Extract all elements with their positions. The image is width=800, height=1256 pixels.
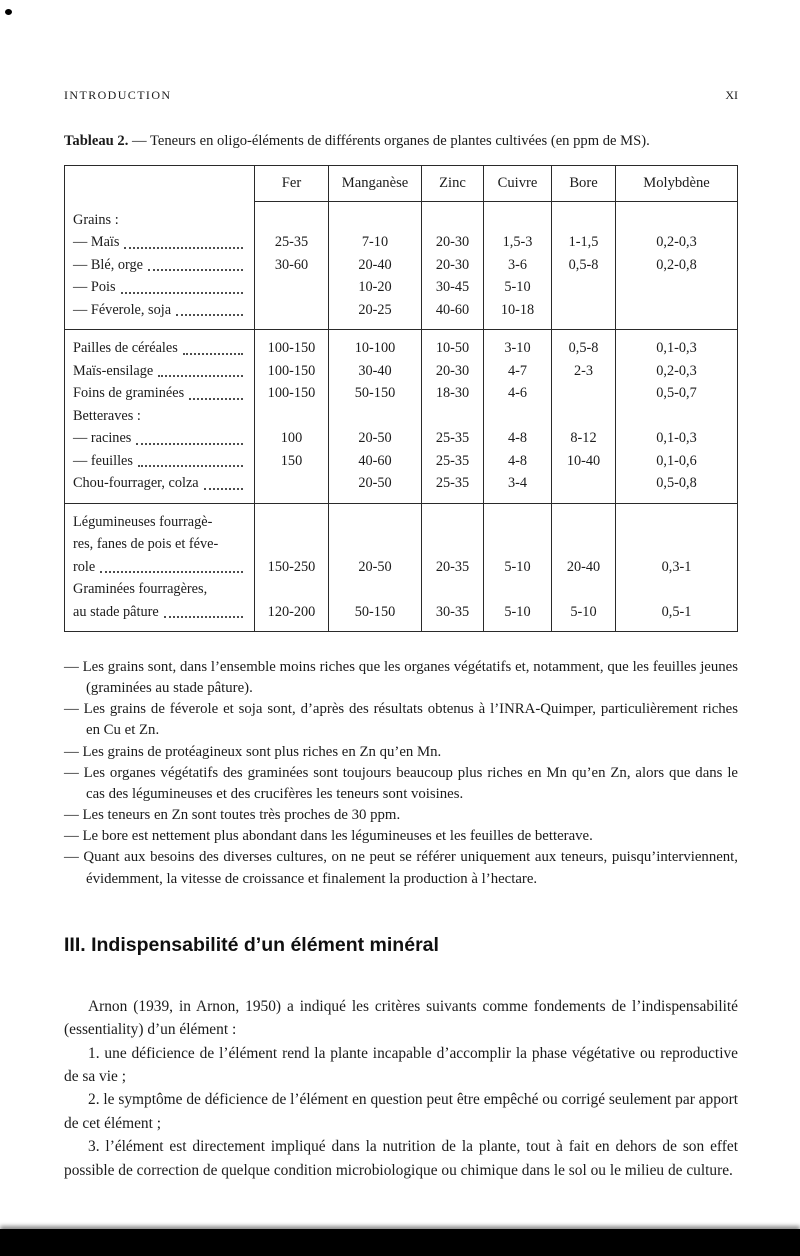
value-cell: 20-30 [422,360,484,383]
notes-list [64,657,738,890]
value-cell: 5-10 [552,578,616,632]
value-cell: 0,1-0,3 [616,427,738,450]
row-label-text: Betteraves : [73,407,141,424]
value-cell: 20-50 [329,427,422,450]
value-cell: 4-7 [484,360,552,383]
row-label [65,450,255,473]
value-cell: 8-12 [552,427,616,450]
value-cell: 2-3 [552,360,616,383]
table-section [65,330,738,504]
value-cell: 50-150 [329,382,422,405]
dot-leader [204,488,243,490]
value-cell: 30-60 [255,254,329,277]
note-item: — Les organes végétatifs des graminées sont toujours beaucoup plus riches en Mn qu’en Zn, alors que dans le cas des légumineuses et des crucifères les teneurs sont voisines. [64,764,738,802]
value-cell [552,405,616,428]
note-item: — Le bore est nettement plus abondant dans les légumineuses et les feuilles de betterave. [64,828,593,845]
row-label-line [73,472,249,495]
row-label-text: au stade pâture [73,603,159,620]
column-header: Bore [552,166,616,202]
value-cell [255,299,329,330]
table-row [65,578,738,632]
value-cell: 0,5-8 [552,254,616,277]
row-label [65,472,255,503]
value-cell [422,202,484,232]
value-cell: 40-60 [329,450,422,473]
row-label [65,276,255,299]
value-cell: 4-8 [484,450,552,473]
row-label-line [73,360,249,383]
value-cell: 150-250 [255,503,329,578]
row-label-text: Maïs-ensilage [73,362,154,379]
value-cell: 10-100 [329,330,422,360]
value-cell: 0,5-1 [616,578,738,632]
running-head-title: INTRODUCTION [64,88,172,102]
row-label-text: — Maïs [73,234,120,250]
row-label-text: Chou-fourrager, colza [73,475,199,491]
row-label [65,578,255,632]
row-label-line [73,209,249,232]
table-row [65,360,738,383]
value-cell: 25-35 [422,472,484,503]
table-row [65,427,738,450]
paragraph: 3. l’élément est directement impliqué dans la nutrition de la plante, tout à fait en dehors de son effet possible de correction de quelque condition microbiologique ou chimique dans le sol ou le milieu de culture. [64,1138,738,1179]
table-row [65,254,738,277]
value-cell: 0,2-0,3 [616,360,738,383]
value-cell: 20-35 [422,503,484,578]
value-cell [484,202,552,232]
dot-leader [121,292,243,294]
row-label-text: Pailles de céréales [73,340,178,356]
value-cell [552,299,616,330]
value-cell [329,405,422,428]
value-cell: 25-35 [255,231,329,254]
row-label-line [73,450,249,473]
value-cell: 0,2-0,8 [616,254,738,277]
group-header-row [65,405,738,428]
value-cell: 20-40 [329,254,422,277]
table-row [65,299,738,330]
column-header: Manganèse [329,166,422,202]
row-label-line [73,601,249,624]
value-cell: 30-40 [329,360,422,383]
row-label [65,231,255,254]
table-caption-label: Tableau 2. [64,133,129,149]
column-header-blank [65,166,255,202]
table-row [65,276,738,299]
paragraph: Arnon (1939, in Arnon, 1950) a indiqué les critères suivants comme fondements de l’indispensabilité (essentiality) d’un élément : [64,997,738,1039]
value-cell [422,405,484,428]
value-cell: 100-150 [255,330,329,360]
header-row [65,166,738,202]
value-cell: 10-40 [552,450,616,473]
column-header: Molybdène [616,166,738,202]
paragraph: 1. une déficience de l’élément rend la plante incapable d’accomplir la phase végétative ou reproductive de sa vie ; [64,1044,738,1085]
row-label-text: Foins de graminées [73,385,185,401]
value-cell: 3-6 [484,254,552,277]
dot-leader [158,375,243,377]
row-label-line [73,382,249,405]
value-cell: 100 [255,427,329,450]
row-label [65,299,255,330]
row-label-line [73,254,249,277]
value-cell: 120-200 [255,578,329,632]
dot-leader [100,571,243,573]
value-cell: 7-10 [329,231,422,254]
table-row [65,503,738,578]
row-label [65,405,255,428]
section-heading: III. Indispensabilité d’un élément minéral [64,933,439,956]
value-cell: 1,5-3 [484,231,552,254]
row-label-text: Grains : [73,211,119,228]
value-cell: 10-50 [422,330,484,360]
table-row [65,231,738,254]
value-cell: 100-150 [255,360,329,383]
note-item: — Les teneurs en Zn sont toutes très proches de 30 ppm. [64,807,401,824]
value-cell [255,405,329,428]
table-head [65,166,738,202]
running-head [64,88,738,103]
row-label [65,254,255,277]
row-label-text: role [73,558,96,575]
row-label-text: — feuilles [73,452,133,469]
value-cell: 10-20 [329,276,422,299]
dot-leader [183,353,243,355]
value-cell: 25-35 [422,427,484,450]
value-cell [255,202,329,232]
value-cell: 5-10 [484,276,552,299]
value-cell [552,276,616,299]
value-cell: 25-35 [422,450,484,473]
dot-leader [136,443,243,445]
row-label [65,382,255,405]
table-row [65,472,738,503]
row-label-text: res, fanes de pois et féve- [73,536,219,552]
value-cell: 4-8 [484,427,552,450]
value-cell: 40-60 [422,299,484,330]
table-caption [64,133,738,150]
row-label [65,427,255,450]
value-cell: 150 [255,450,329,473]
row-label-line [73,533,249,556]
value-cell [329,202,422,232]
value-cell [552,472,616,503]
body-paragraphs [64,995,738,1182]
row-label-text: — Blé, orge [73,256,144,273]
column-header: Cuivre [484,166,552,202]
value-cell [484,405,552,428]
table-row [65,450,738,473]
value-cell [616,276,738,299]
value-cell: 20-30 [422,254,484,277]
value-cell: 5-10 [484,503,552,578]
page-number: XI [725,88,738,102]
row-label-line [73,511,249,534]
oligo-elements-table [64,165,738,632]
dot-leader [189,398,243,400]
row-label-text: — racines [73,430,132,446]
value-cell: 20-50 [329,503,422,578]
row-label-line [73,231,249,254]
value-cell: 50-150 [329,578,422,632]
table-row [65,330,738,360]
row-label [65,503,255,578]
value-cell: 20-50 [329,472,422,503]
row-label [65,330,255,360]
row-label-line [73,578,249,601]
value-cell: 0,5-0,7 [616,382,738,405]
value-cell: 20-40 [552,503,616,578]
row-label-line [73,427,249,450]
value-cell [552,382,616,405]
value-cell [255,472,329,503]
value-cell: 100-150 [255,382,329,405]
value-cell: 30-45 [422,276,484,299]
value-cell: 0,5-8 [552,330,616,360]
value-cell: 20-30 [422,231,484,254]
note-item: — Les grains de féverole et soja sont, d’après des résultats obtenus à l’INRA-Quimper, particulièrement riches en Cu et Zn. [64,701,738,739]
value-cell [552,202,616,232]
row-label [65,360,255,383]
dot-leader [164,616,243,618]
note-item: — Quant aux besoins des diverses cultures, on ne peut se référer uniquement aux teneurs, puisqu’interviennent, évidemment, la vitesse de croissance et finalement la production à l’hectare. [64,849,738,887]
column-header: Zinc [422,166,484,202]
value-cell: 20-25 [329,299,422,330]
value-cell: 3-4 [484,472,552,503]
row-label-line [73,405,249,428]
row-label-text: Graminées fourragères, [73,581,208,597]
note-item: — Les grains de protéagineux sont plus riches en Zn qu’en Mn. [64,743,442,760]
value-cell [255,276,329,299]
row-label-line [73,276,249,299]
value-cell: 0,5-0,8 [616,472,738,503]
dot-leader [148,269,243,271]
table-caption-text: — Teneurs en oligo-éléments de différents organes de plantes cultivées (en ppm de MS). [128,133,650,149]
value-cell: 3-10 [484,330,552,360]
value-cell [616,299,738,330]
value-cell: 0,1-0,6 [616,450,738,473]
value-cell: 0,3-1 [616,503,738,578]
row-label-line [73,337,249,360]
value-cell: 0,1-0,3 [616,330,738,360]
table-section [65,202,738,330]
row-label-line [73,556,249,579]
dot-leader [138,465,243,467]
dot-leader [176,314,243,316]
value-cell: 1-1,5 [552,231,616,254]
group-header-row [65,202,738,232]
paragraph: 2. le symptôme de déficience de l’élément en question peut être empêché ou corrigé seulement par apport de cet élément ; [64,1091,738,1132]
value-cell: 5-10 [484,578,552,632]
row-label-line [73,299,249,322]
row-label [65,202,255,232]
table-section [65,503,738,632]
value-cell: 4-6 [484,382,552,405]
value-cell: 18-30 [422,382,484,405]
value-cell: 0,2-0,3 [616,231,738,254]
row-label-text: — Féverole, soja [73,301,172,318]
row-label-text: Légumineuses fourragè- [73,513,213,530]
row-label-text: — Pois [73,279,116,295]
table-row [65,382,738,405]
column-header: Fer [255,166,329,202]
value-cell: 10-18 [484,299,552,330]
value-cell [616,202,738,232]
scan-artifact-bar [0,1229,800,1256]
dot-leader [124,247,243,249]
value-cell [616,405,738,428]
note-item: — Les grains sont, dans l’ensemble moins riches que les organes végétatifs et, notamment, que les feuilles jeunes (graminées au stade pâture). [64,659,738,697]
scan-artifact-dot [5,9,12,15]
value-cell: 30-35 [422,578,484,632]
